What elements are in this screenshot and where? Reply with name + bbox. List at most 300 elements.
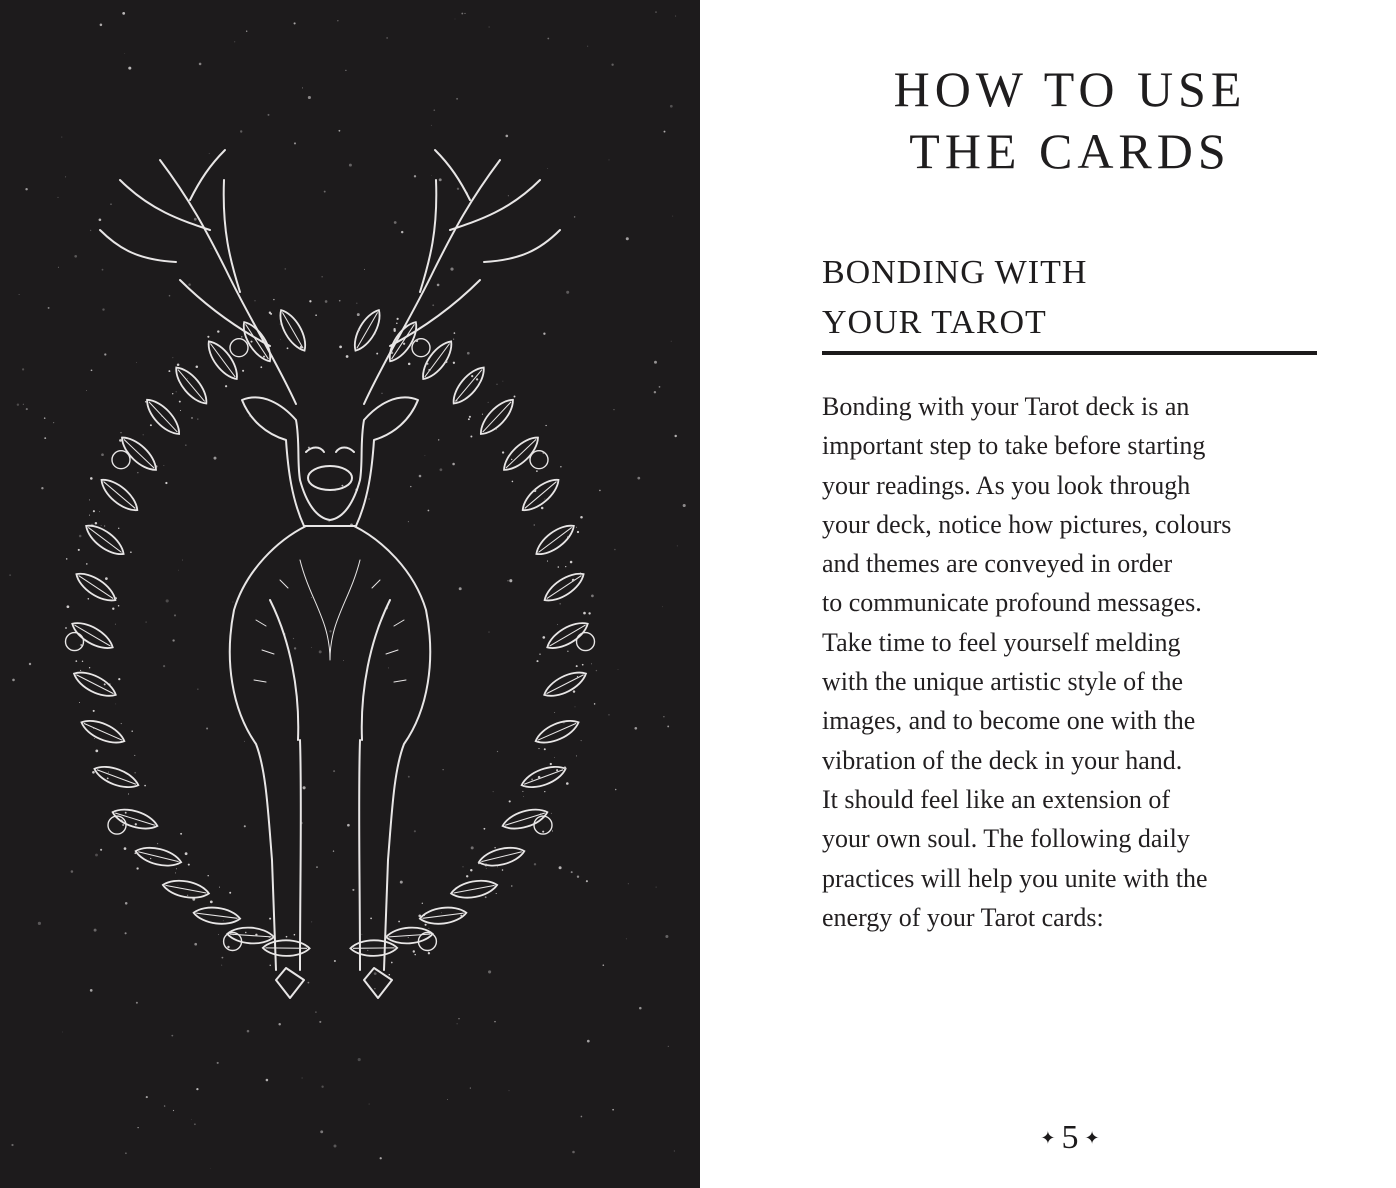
sparkle-dot	[357, 303, 358, 304]
star-dot	[294, 142, 296, 144]
star-dot	[234, 42, 235, 43]
star-dot	[614, 549, 616, 551]
sparkle-dot	[470, 436, 472, 438]
star-dot	[637, 477, 640, 480]
star-dot	[438, 439, 439, 440]
sparkle-dot	[470, 869, 472, 871]
sparkle-dot	[122, 824, 124, 826]
star-dot	[571, 871, 573, 873]
star-dot	[369, 499, 370, 500]
sparkle-dot	[463, 867, 464, 868]
sparkle-dot	[476, 378, 478, 380]
sparkle-dot	[255, 934, 257, 936]
oak-leaf	[78, 715, 127, 748]
star-dot	[62, 1032, 63, 1033]
star-dot	[458, 1018, 459, 1019]
sparkle-dot	[554, 757, 555, 758]
star-dot	[86, 390, 87, 391]
star-dot	[214, 457, 217, 460]
sparkle-dot	[78, 549, 80, 551]
sparkle-dot	[496, 429, 497, 430]
star-dot	[90, 989, 93, 992]
star-dot	[394, 221, 397, 224]
sparkle-dot	[483, 828, 485, 830]
star-ornament-icon: ✦	[1084, 1128, 1100, 1148]
sparkle-dot	[573, 690, 575, 692]
star-dot	[320, 1130, 323, 1133]
sparkle-dot	[89, 667, 90, 668]
star-dot	[358, 1058, 361, 1061]
star-dot	[380, 1157, 382, 1159]
sparkle-dot	[362, 934, 363, 935]
star-dot	[349, 164, 352, 167]
sparkle-dot	[456, 400, 457, 401]
star-dot	[374, 972, 377, 975]
sparkle-dot	[346, 355, 349, 358]
star-dot	[321, 1086, 323, 1088]
star-dot	[22, 368, 24, 370]
star-dot	[172, 639, 174, 641]
star-dot	[388, 667, 389, 668]
sparkle-dot	[121, 819, 123, 821]
sparkle-dot	[89, 499, 90, 500]
star-dot	[26, 408, 28, 410]
star-dot	[125, 902, 128, 905]
star-dot	[188, 283, 191, 286]
star-dot	[74, 255, 77, 258]
sparkle-dot	[95, 522, 97, 524]
sparkle-dot	[445, 361, 447, 363]
sparkle-dot	[118, 605, 120, 607]
star-dot	[268, 114, 270, 116]
sparkle-dot	[89, 515, 90, 516]
star-dot	[197, 689, 198, 690]
star-dot	[174, 614, 176, 616]
star-dot	[101, 453, 104, 456]
sparkle-dot	[565, 566, 566, 567]
star-dot	[247, 1030, 250, 1033]
star-dot	[400, 881, 403, 884]
sparkle-dot	[121, 723, 122, 724]
sparkle-dot	[67, 605, 70, 608]
star-dot	[319, 1021, 321, 1023]
star-dot	[125, 932, 127, 934]
sparkle-dot	[191, 417, 192, 418]
sparkle-dot	[358, 329, 360, 331]
star-dot	[163, 665, 165, 667]
sparkle-dot	[229, 892, 231, 894]
sparkle-dot	[396, 323, 398, 325]
sparkle-dot	[538, 748, 539, 749]
chapter-title-line: THE CARDS	[909, 123, 1231, 179]
star-dot	[164, 1105, 166, 1107]
star-dot	[357, 313, 360, 316]
section-heading-line: YOUR TAROT	[822, 304, 1047, 341]
sparkle-dot	[94, 738, 95, 739]
star-dot	[464, 13, 465, 14]
star-dot	[551, 813, 552, 814]
star-dot	[244, 825, 246, 827]
star-dot	[197, 418, 198, 419]
sparkle-dot	[185, 852, 188, 855]
sparkle-dot	[534, 489, 537, 492]
star-dot	[581, 1116, 583, 1118]
star-dot	[386, 37, 387, 38]
oak-leaf	[349, 306, 386, 354]
sparkle-dot	[536, 660, 538, 662]
star-dot	[609, 714, 610, 715]
star-dot	[284, 268, 286, 270]
star-dot	[613, 409, 614, 410]
star-dot	[178, 570, 179, 571]
sparkle-dot	[242, 370, 244, 372]
star-dot	[503, 381, 504, 382]
star-dot	[575, 707, 576, 708]
sparkle-dot	[486, 868, 487, 869]
star-dot	[61, 137, 62, 138]
sparkle-dot	[469, 416, 471, 418]
star-dot	[29, 663, 31, 665]
sparkle-dot	[511, 885, 512, 886]
sparkle-dot	[541, 507, 544, 510]
star-dot	[424, 455, 425, 456]
sparkle-dot	[497, 867, 498, 868]
star-dot	[246, 31, 247, 32]
star-dot	[447, 1099, 448, 1100]
star-ornament-icon: ✦	[1040, 1128, 1056, 1148]
oak-leaf	[475, 395, 518, 440]
stag-body	[230, 397, 430, 998]
sparkle-dot	[207, 875, 208, 876]
sparkle-dot	[221, 965, 222, 966]
sparkle-dot	[250, 341, 252, 343]
acorn	[112, 451, 130, 469]
acorn	[530, 451, 548, 469]
sparkle-dot	[567, 651, 568, 652]
sparkle-dot	[125, 812, 127, 814]
sparkle-dot	[413, 950, 415, 952]
sparkle-dot	[130, 551, 132, 553]
sparkle-dot	[494, 847, 495, 848]
body-line: with the unique artistic style of the	[822, 667, 1184, 697]
body-line: important step to take before starting	[822, 431, 1206, 461]
sparkle-dot	[245, 932, 246, 933]
sparkle-dot	[558, 566, 560, 568]
star-dot	[110, 204, 111, 205]
star-dot	[339, 300, 341, 302]
star-dot	[95, 854, 98, 857]
sparkle-dot	[367, 950, 368, 951]
star-dot	[470, 1088, 471, 1089]
star-dot	[683, 504, 686, 507]
chapter-title	[700, 58, 1396, 182]
sparkle-dot	[175, 872, 176, 873]
sparkle-dot	[176, 392, 177, 393]
sparkle-dot	[92, 539, 93, 540]
sparkle-dot	[478, 862, 480, 864]
star-dot	[233, 602, 234, 603]
star-dot	[456, 98, 458, 100]
sparkle-dot	[547, 561, 548, 562]
sparkle-dot	[93, 710, 95, 712]
sparkle-dot	[118, 678, 120, 680]
acorn	[412, 339, 430, 357]
oak-leaf	[477, 844, 526, 870]
star-dot	[615, 789, 617, 791]
star-dot	[100, 849, 102, 851]
sparkle-dot	[566, 782, 569, 785]
sparkle-dot	[453, 339, 454, 340]
star-dot	[639, 1007, 642, 1010]
star-dot	[505, 135, 508, 138]
sparkle-dot	[86, 563, 88, 565]
star-dot	[566, 291, 569, 294]
sparkle-dot	[90, 477, 93, 480]
oak-leaf	[263, 940, 310, 956]
acorn	[230, 339, 248, 357]
star-dot	[459, 587, 462, 590]
sparkle-dot	[104, 683, 106, 685]
text-page	[700, 0, 1396, 1188]
sparkle-dot	[164, 465, 165, 466]
star-dot	[11, 1144, 13, 1146]
star-dot	[280, 339, 281, 340]
sparkle-dot	[560, 603, 561, 604]
star-dot	[136, 1002, 138, 1004]
body-line: Bonding with your Tarot deck is an	[822, 392, 1190, 421]
star-dot	[433, 109, 435, 111]
star-dot	[278, 1023, 280, 1025]
star-dot	[408, 521, 409, 522]
star-dot	[169, 295, 171, 297]
sparkle-dot	[88, 598, 90, 600]
star-dot	[196, 1088, 198, 1090]
body-line: Take time to feel yourself melding	[822, 627, 1181, 657]
star-dot	[19, 294, 20, 295]
star-dot	[48, 307, 50, 309]
sparkle-dot	[414, 954, 415, 955]
star-dot	[199, 63, 202, 66]
sparkle-dot	[119, 439, 122, 442]
sparkle-dot	[124, 847, 127, 850]
oak-leaf	[519, 762, 568, 793]
star-dot	[626, 237, 629, 240]
sparkle-dot	[309, 300, 311, 302]
body-line: It should feel like an extension of	[822, 784, 1171, 814]
sparkle-dot	[576, 755, 577, 756]
sparkle-dot	[398, 921, 400, 923]
star-dot	[382, 393, 383, 394]
sparkle-dot	[311, 922, 312, 923]
sparkle-dot	[524, 786, 525, 787]
body-line: your deck, notice how pictures, colours	[822, 509, 1232, 539]
sparkle-dot	[534, 524, 535, 525]
sparkle-dot	[80, 670, 81, 671]
star-dot	[335, 491, 336, 492]
star-dot	[240, 130, 242, 132]
oak-leaf	[450, 877, 499, 901]
antlers	[100, 150, 560, 404]
sparkle-dot	[429, 928, 430, 929]
star-dot	[656, 887, 657, 888]
star-dot	[173, 1110, 174, 1111]
sparkle-dot	[104, 525, 105, 526]
sparkle-dot	[542, 831, 544, 833]
sparkle-dot	[391, 962, 393, 964]
star-dot	[488, 970, 491, 973]
sparkle-dot	[370, 918, 372, 920]
star-dot	[334, 960, 336, 962]
oak-leaf	[532, 520, 579, 561]
star-dot	[612, 1109, 614, 1111]
sparkle-dot	[118, 528, 119, 529]
oak-leaf	[193, 905, 241, 926]
sparkle-dot	[397, 318, 399, 320]
sparkle-dot	[451, 346, 452, 347]
sparkle-dot	[545, 499, 546, 500]
sparkle-dot	[79, 702, 80, 703]
star-dot	[485, 896, 487, 898]
sparkle-dot	[107, 777, 109, 779]
sparkle-dot	[560, 466, 561, 467]
star-dot	[41, 487, 43, 489]
sparkle-dot	[287, 347, 289, 349]
sparkle-dot	[552, 830, 553, 831]
star-dot	[534, 863, 536, 865]
sparkle-dot	[301, 345, 302, 346]
star-dot	[302, 1077, 303, 1078]
chapter-title-line: HOW TO USE	[893, 61, 1247, 117]
oak-leaf	[518, 474, 564, 516]
star-dot	[596, 670, 597, 671]
sparkle-dot	[453, 362, 455, 364]
sparkle-dot	[422, 903, 423, 904]
sparkle-dot	[223, 920, 224, 921]
star-dot	[65, 176, 66, 177]
sparkle-dot	[144, 785, 146, 787]
sparkle-dot	[581, 740, 582, 741]
star-dot	[345, 70, 346, 71]
sparkle-dot	[92, 771, 95, 774]
oak-leaf	[386, 926, 434, 945]
star-dot	[543, 333, 545, 335]
oak-leaf	[110, 805, 159, 834]
oak-leaf	[419, 905, 467, 926]
sparkle-dot	[512, 481, 514, 483]
star-dot	[419, 475, 422, 478]
star-dot	[293, 638, 294, 639]
sparkle-dot	[80, 644, 82, 646]
sparkle-dot	[108, 772, 109, 773]
page-number-value: 5	[1061, 1119, 1079, 1156]
oak-leaf	[543, 617, 591, 654]
sparkle-dot	[177, 363, 180, 366]
oak-leaf	[417, 337, 457, 384]
star-dot	[325, 300, 328, 303]
star-dot	[665, 935, 668, 938]
star-dot	[145, 621, 146, 622]
sparkle-dot	[557, 624, 558, 625]
star-dot	[125, 1152, 127, 1154]
star-dot	[432, 304, 434, 306]
sparkle-dot	[180, 833, 182, 835]
sparkle-dot	[233, 934, 234, 935]
sparkle-dot	[588, 612, 590, 614]
star-dot	[586, 880, 588, 882]
sparkle-dot	[187, 378, 188, 379]
star-dot	[23, 404, 24, 405]
oak-leaf	[68, 617, 116, 654]
star-dot	[439, 178, 442, 181]
sparkle-dot	[538, 776, 541, 779]
sparkle-dot	[131, 730, 132, 731]
sparkle-dot	[523, 796, 524, 797]
star-dot	[194, 1123, 196, 1125]
star-dot	[194, 218, 197, 221]
oak-leaf	[134, 844, 183, 870]
star-dot	[577, 876, 579, 878]
sparkle-dot	[143, 435, 144, 436]
sparkle-dot	[567, 536, 569, 538]
sparkle-dot	[572, 579, 575, 582]
star-dot	[128, 67, 131, 70]
sparkle-dot	[196, 366, 199, 369]
sparkle-dot	[425, 924, 427, 926]
sparkle-dot	[95, 750, 98, 753]
star-dot	[146, 1096, 148, 1098]
star-dot	[655, 11, 656, 12]
star-dot	[79, 535, 82, 538]
star-dot	[166, 599, 169, 602]
oak-leaf	[96, 474, 142, 516]
sparkle-dot	[485, 864, 488, 867]
star-dot	[308, 982, 310, 984]
page-number	[1000, 1118, 1140, 1158]
body-line: your own soul. The following daily	[822, 824, 1190, 854]
sparkle-dot	[115, 597, 117, 599]
star-dot	[626, 939, 627, 940]
oak-leaf	[72, 568, 120, 607]
sparkle-dot	[594, 703, 596, 705]
star-dot	[135, 772, 136, 773]
sparkle-dot	[93, 727, 95, 729]
star-dot	[671, 341, 672, 342]
star-dot	[324, 191, 326, 193]
star-dot	[489, 632, 490, 633]
star-dot	[99, 218, 102, 221]
star-dot	[547, 168, 548, 169]
sparkle-dot	[502, 451, 504, 453]
star-dot	[559, 866, 562, 869]
sparkle-dot	[468, 418, 470, 420]
star-dot	[628, 883, 629, 884]
star-dot	[249, 416, 250, 417]
star-dot	[334, 1145, 337, 1148]
star-dot	[294, 22, 296, 24]
oak-leaf	[170, 363, 212, 409]
oak-leaf	[541, 667, 590, 702]
sparkle-dot	[187, 895, 188, 896]
star-dot	[664, 131, 666, 133]
sparkle-dot	[542, 636, 545, 639]
oak-leaf	[203, 337, 243, 384]
sparkle-dot	[185, 445, 186, 446]
sparkle-dot	[260, 366, 262, 368]
sparkle-dot	[428, 952, 430, 954]
sparkle-dot	[497, 384, 498, 385]
sparkle-dot	[509, 800, 511, 802]
star-dot	[137, 1127, 138, 1128]
